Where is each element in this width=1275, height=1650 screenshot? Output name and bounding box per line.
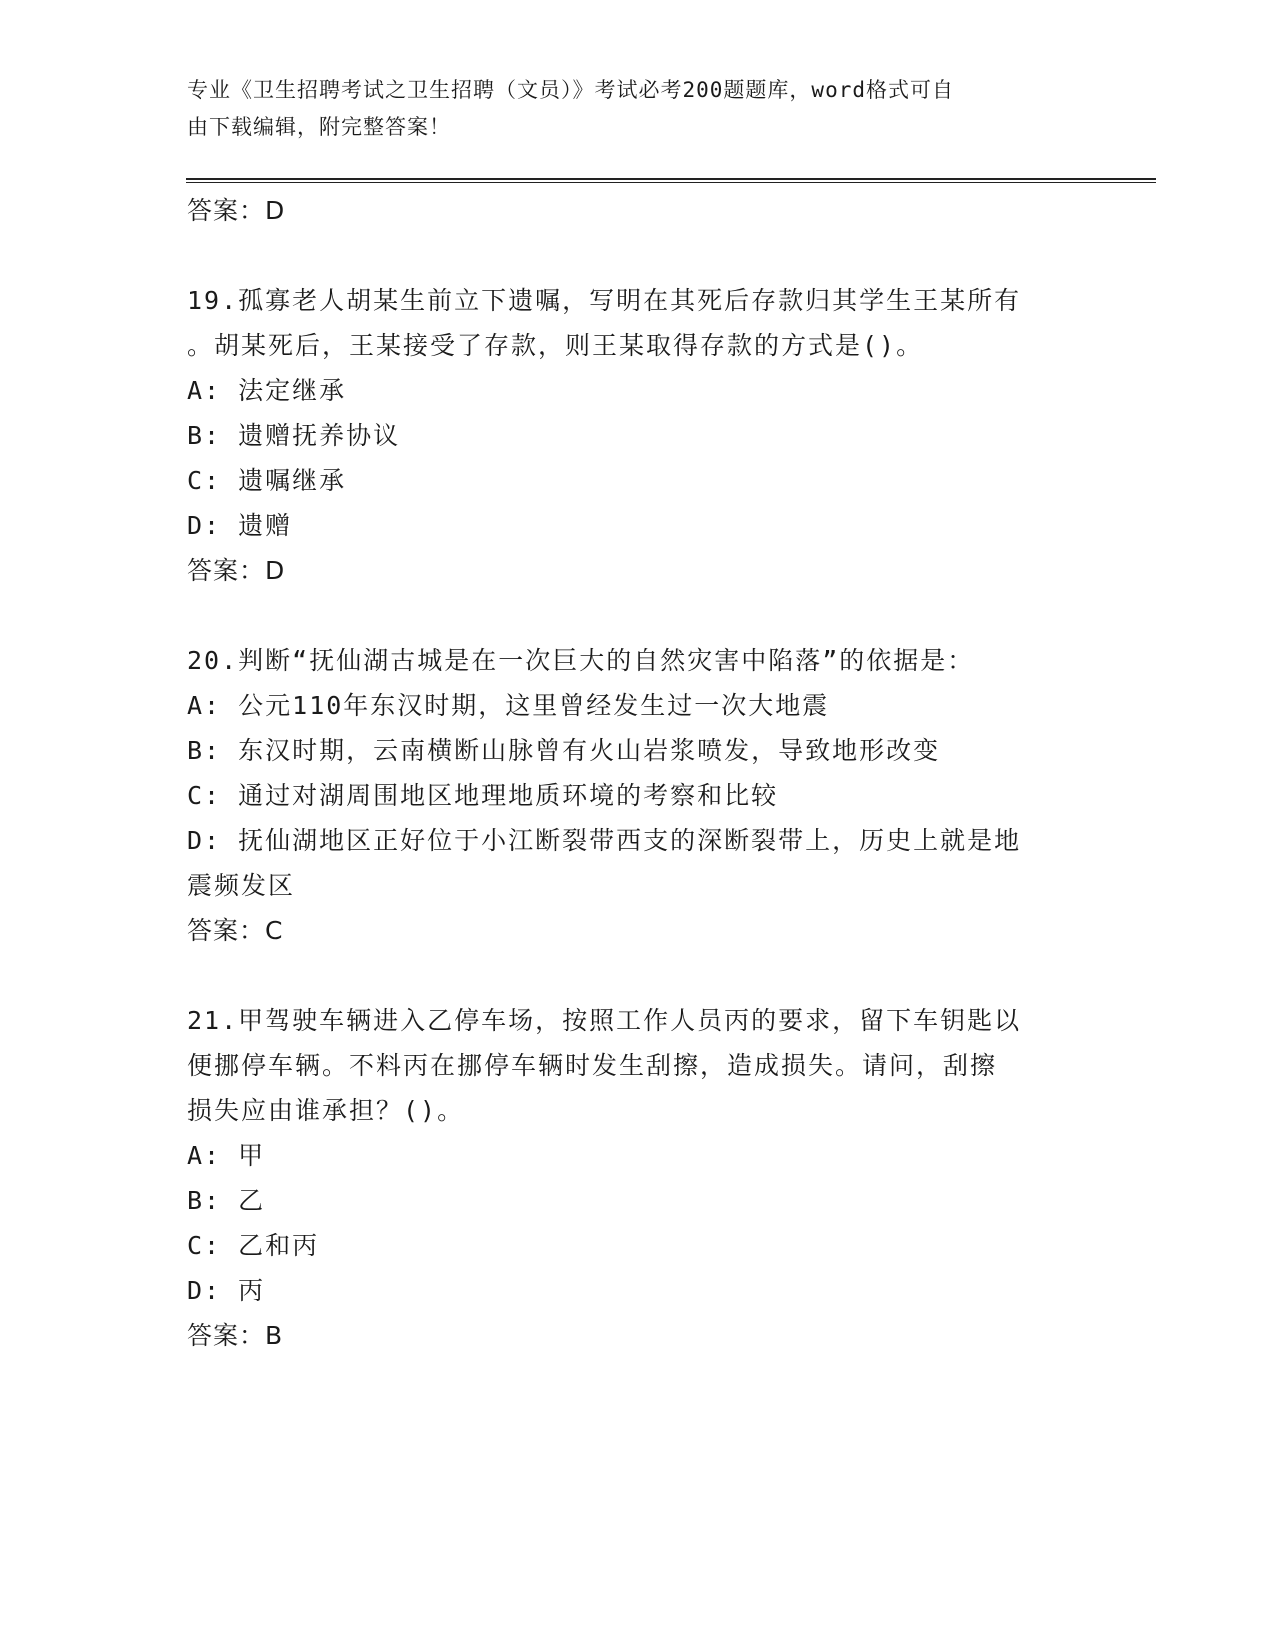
answer: 答案：C bbox=[187, 916, 284, 945]
header-divider bbox=[186, 178, 1156, 183]
document-header bbox=[187, 72, 1067, 146]
header-line-1: 专业《卫生招聘考试之卫生招聘（文员）》考试必考200题题库，word格式可自 bbox=[187, 78, 954, 102]
question-stem-line: 19.孤寡老人胡某生前立下遗嘱，写明在其死后存款归其学生王某所有 bbox=[187, 286, 1022, 315]
question-stem-line: 损失应由谁承担？()。 bbox=[187, 1096, 465, 1125]
answer: 答案：D bbox=[187, 556, 286, 585]
option-b: B: 东汉时期，云南横断山脉曾有火山岩浆喷发，导致地形改变 bbox=[187, 736, 941, 765]
option-c: C: 乙和丙 bbox=[187, 1231, 320, 1260]
option-b: B: 遗赠抚养协议 bbox=[187, 421, 401, 450]
question-block-19 bbox=[187, 278, 1087, 593]
spacer bbox=[187, 233, 1087, 278]
option-d: D: 丙 bbox=[187, 1276, 266, 1305]
question-block-21 bbox=[187, 998, 1087, 1358]
question-block-20 bbox=[187, 638, 1087, 953]
option-b: B: 乙 bbox=[187, 1186, 266, 1215]
option-a: A: 法定继承 bbox=[187, 376, 347, 405]
previous-answer: 答案：D bbox=[187, 196, 286, 225]
question-list bbox=[187, 188, 1087, 1358]
option-a: A: 公元110年东汉时期，这里曾经发生过一次大地震 bbox=[187, 691, 830, 720]
header-line-2: 由下载编辑，附完整答案！ bbox=[187, 115, 451, 139]
question-stem-line: 20.判断“抚仙湖古城是在一次巨大的自然灾害中陷落”的依据是： bbox=[187, 646, 975, 675]
option-c: C: 通过对湖周围地区地理地质环境的考察和比较 bbox=[187, 781, 779, 810]
answer: 答案：B bbox=[187, 1321, 284, 1350]
question-stem-line: 。胡某死后，王某接受了存款，则王某取得存款的方式是()。 bbox=[187, 331, 924, 360]
option-a: A: 甲 bbox=[187, 1141, 266, 1170]
option-d: D: 遗赠 bbox=[187, 511, 293, 540]
option-d: D: 抚仙湖地区正好位于小江断裂带西支的深断裂带上，历史上就是地 bbox=[187, 826, 1022, 855]
question-stem-line: 便挪停车辆。不料丙在挪停车辆时发生刮擦，造成损失。请问，刮擦 bbox=[187, 1051, 998, 1080]
option-d-continued: 震频发区 bbox=[187, 871, 296, 900]
option-c: C: 遗嘱继承 bbox=[187, 466, 347, 495]
spacer bbox=[187, 593, 1087, 638]
spacer bbox=[187, 953, 1087, 998]
question-stem-line: 21.甲驾驶车辆进入乙停车场，按照工作人员丙的要求，留下车钥匙以 bbox=[187, 1006, 1022, 1035]
